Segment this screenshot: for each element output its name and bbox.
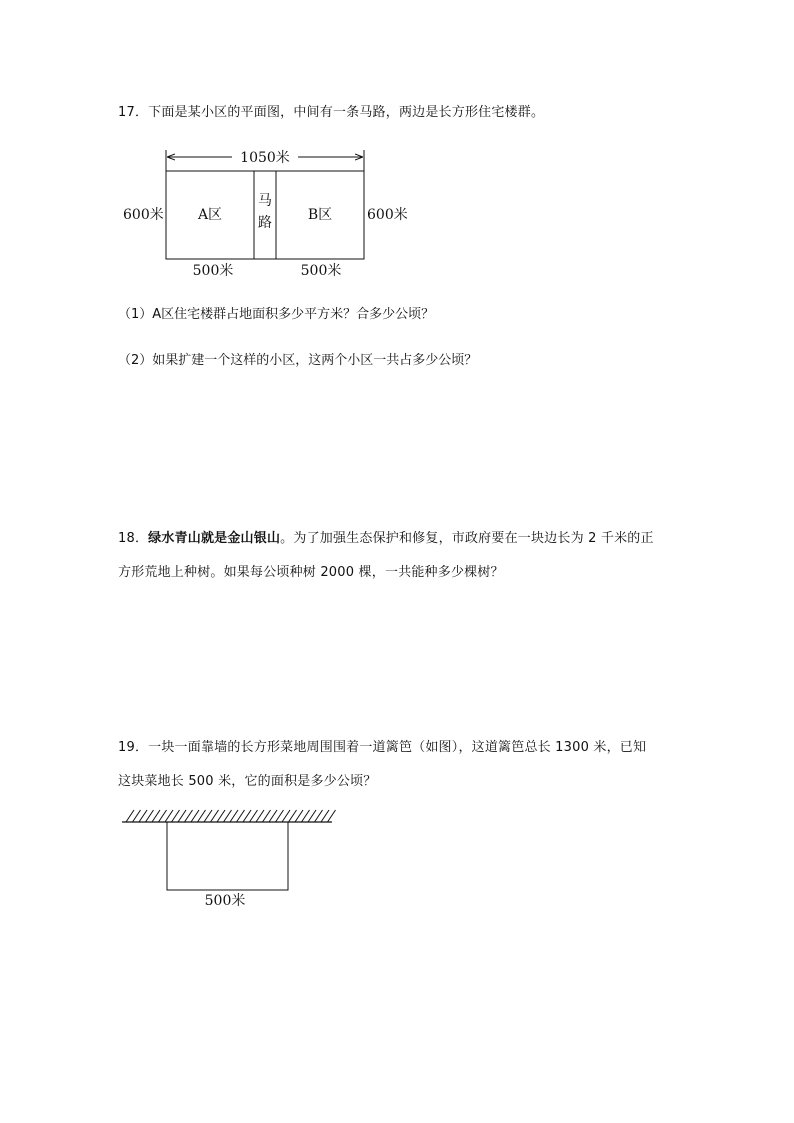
road-label-1: 马 bbox=[258, 193, 272, 209]
q18-line2: 方形荒地上种树。如果每公顷种树 2000 棵，一共能种多少棵树？ bbox=[118, 565, 504, 580]
zone-b-label: B区 bbox=[307, 207, 333, 223]
hatch-stroke bbox=[172, 810, 180, 822]
top-dim-label: 1050米 bbox=[240, 150, 290, 166]
q17-text: 17．下面是某小区的平面图，中间有一条马路，两边是长方形住宅楼群。 bbox=[118, 105, 545, 120]
hatch-stroke bbox=[152, 810, 160, 822]
hatch-stroke bbox=[159, 810, 167, 822]
hatch-stroke bbox=[211, 810, 219, 822]
hatch-stroke bbox=[178, 810, 186, 822]
hatch-stroke bbox=[250, 810, 258, 822]
hatch-stroke bbox=[263, 810, 271, 822]
bottom-right-dim-label: 500米 bbox=[300, 263, 342, 279]
hatch-stroke bbox=[185, 810, 193, 822]
q18-line1-rest: 。为了加强生态保护和修复，市政府要在一块边长为 2 千米的正 bbox=[280, 531, 654, 546]
q17-sub1: （1）A区住宅楼群占地面积多少平方米？合多少公顷？ bbox=[118, 307, 435, 322]
left-dim-label: 600米 bbox=[123, 207, 164, 223]
hatch-stroke bbox=[165, 810, 173, 822]
q18-bold-phrase: 绿水青山就是金山银山 bbox=[148, 531, 281, 546]
hatch-stroke bbox=[289, 810, 297, 822]
garden-fence bbox=[167, 822, 288, 890]
hatch-stroke bbox=[237, 810, 245, 822]
hatch-stroke bbox=[146, 810, 154, 822]
q18-line1 bbox=[118, 530, 654, 548]
hatch-stroke bbox=[243, 810, 251, 822]
hatch-stroke bbox=[224, 810, 232, 822]
wall-hatching bbox=[126, 810, 336, 822]
hatch-stroke bbox=[269, 810, 277, 822]
q17-diagram bbox=[0, 140, 794, 440]
q19-diagram bbox=[0, 805, 794, 915]
q17-sub2: （2）如果扩建一个这样的小区，这两个小区一共占多少公顷？ bbox=[118, 353, 478, 368]
hatch-stroke bbox=[256, 810, 264, 822]
zone-a-label: A区 bbox=[197, 207, 223, 223]
right-dim-label: 600米 bbox=[367, 207, 408, 223]
hatch-stroke bbox=[217, 810, 225, 822]
hatch-stroke bbox=[139, 810, 147, 822]
hatch-stroke bbox=[191, 810, 199, 822]
hatch-stroke bbox=[302, 810, 310, 822]
garden-length-label: 500米 bbox=[204, 893, 246, 909]
hatch-stroke bbox=[133, 810, 141, 822]
hatch-stroke bbox=[308, 810, 316, 822]
bottom-left-dim-label: 500米 bbox=[192, 263, 234, 279]
hatch-stroke bbox=[126, 810, 134, 822]
q19-line2: 这块菜地长 500 米，它的面积是多少公顷？ bbox=[118, 774, 377, 789]
hatch-stroke bbox=[295, 810, 303, 822]
hatch-stroke bbox=[315, 810, 323, 822]
hatch-stroke bbox=[282, 810, 290, 822]
hatch-stroke bbox=[230, 810, 238, 822]
hatch-stroke bbox=[276, 810, 284, 822]
road-label-2: 路 bbox=[258, 215, 272, 231]
hatch-stroke bbox=[328, 810, 336, 822]
q18-prefix: 18． bbox=[118, 531, 149, 546]
hatch-stroke bbox=[204, 810, 212, 822]
hatch-stroke bbox=[198, 810, 206, 822]
q19-line1: 19．一块一面靠墙的长方形菜地周围围着一道篱笆（如图），这道篱笆总长 1300 米，已知 bbox=[118, 740, 647, 755]
hatch-stroke bbox=[321, 810, 329, 822]
